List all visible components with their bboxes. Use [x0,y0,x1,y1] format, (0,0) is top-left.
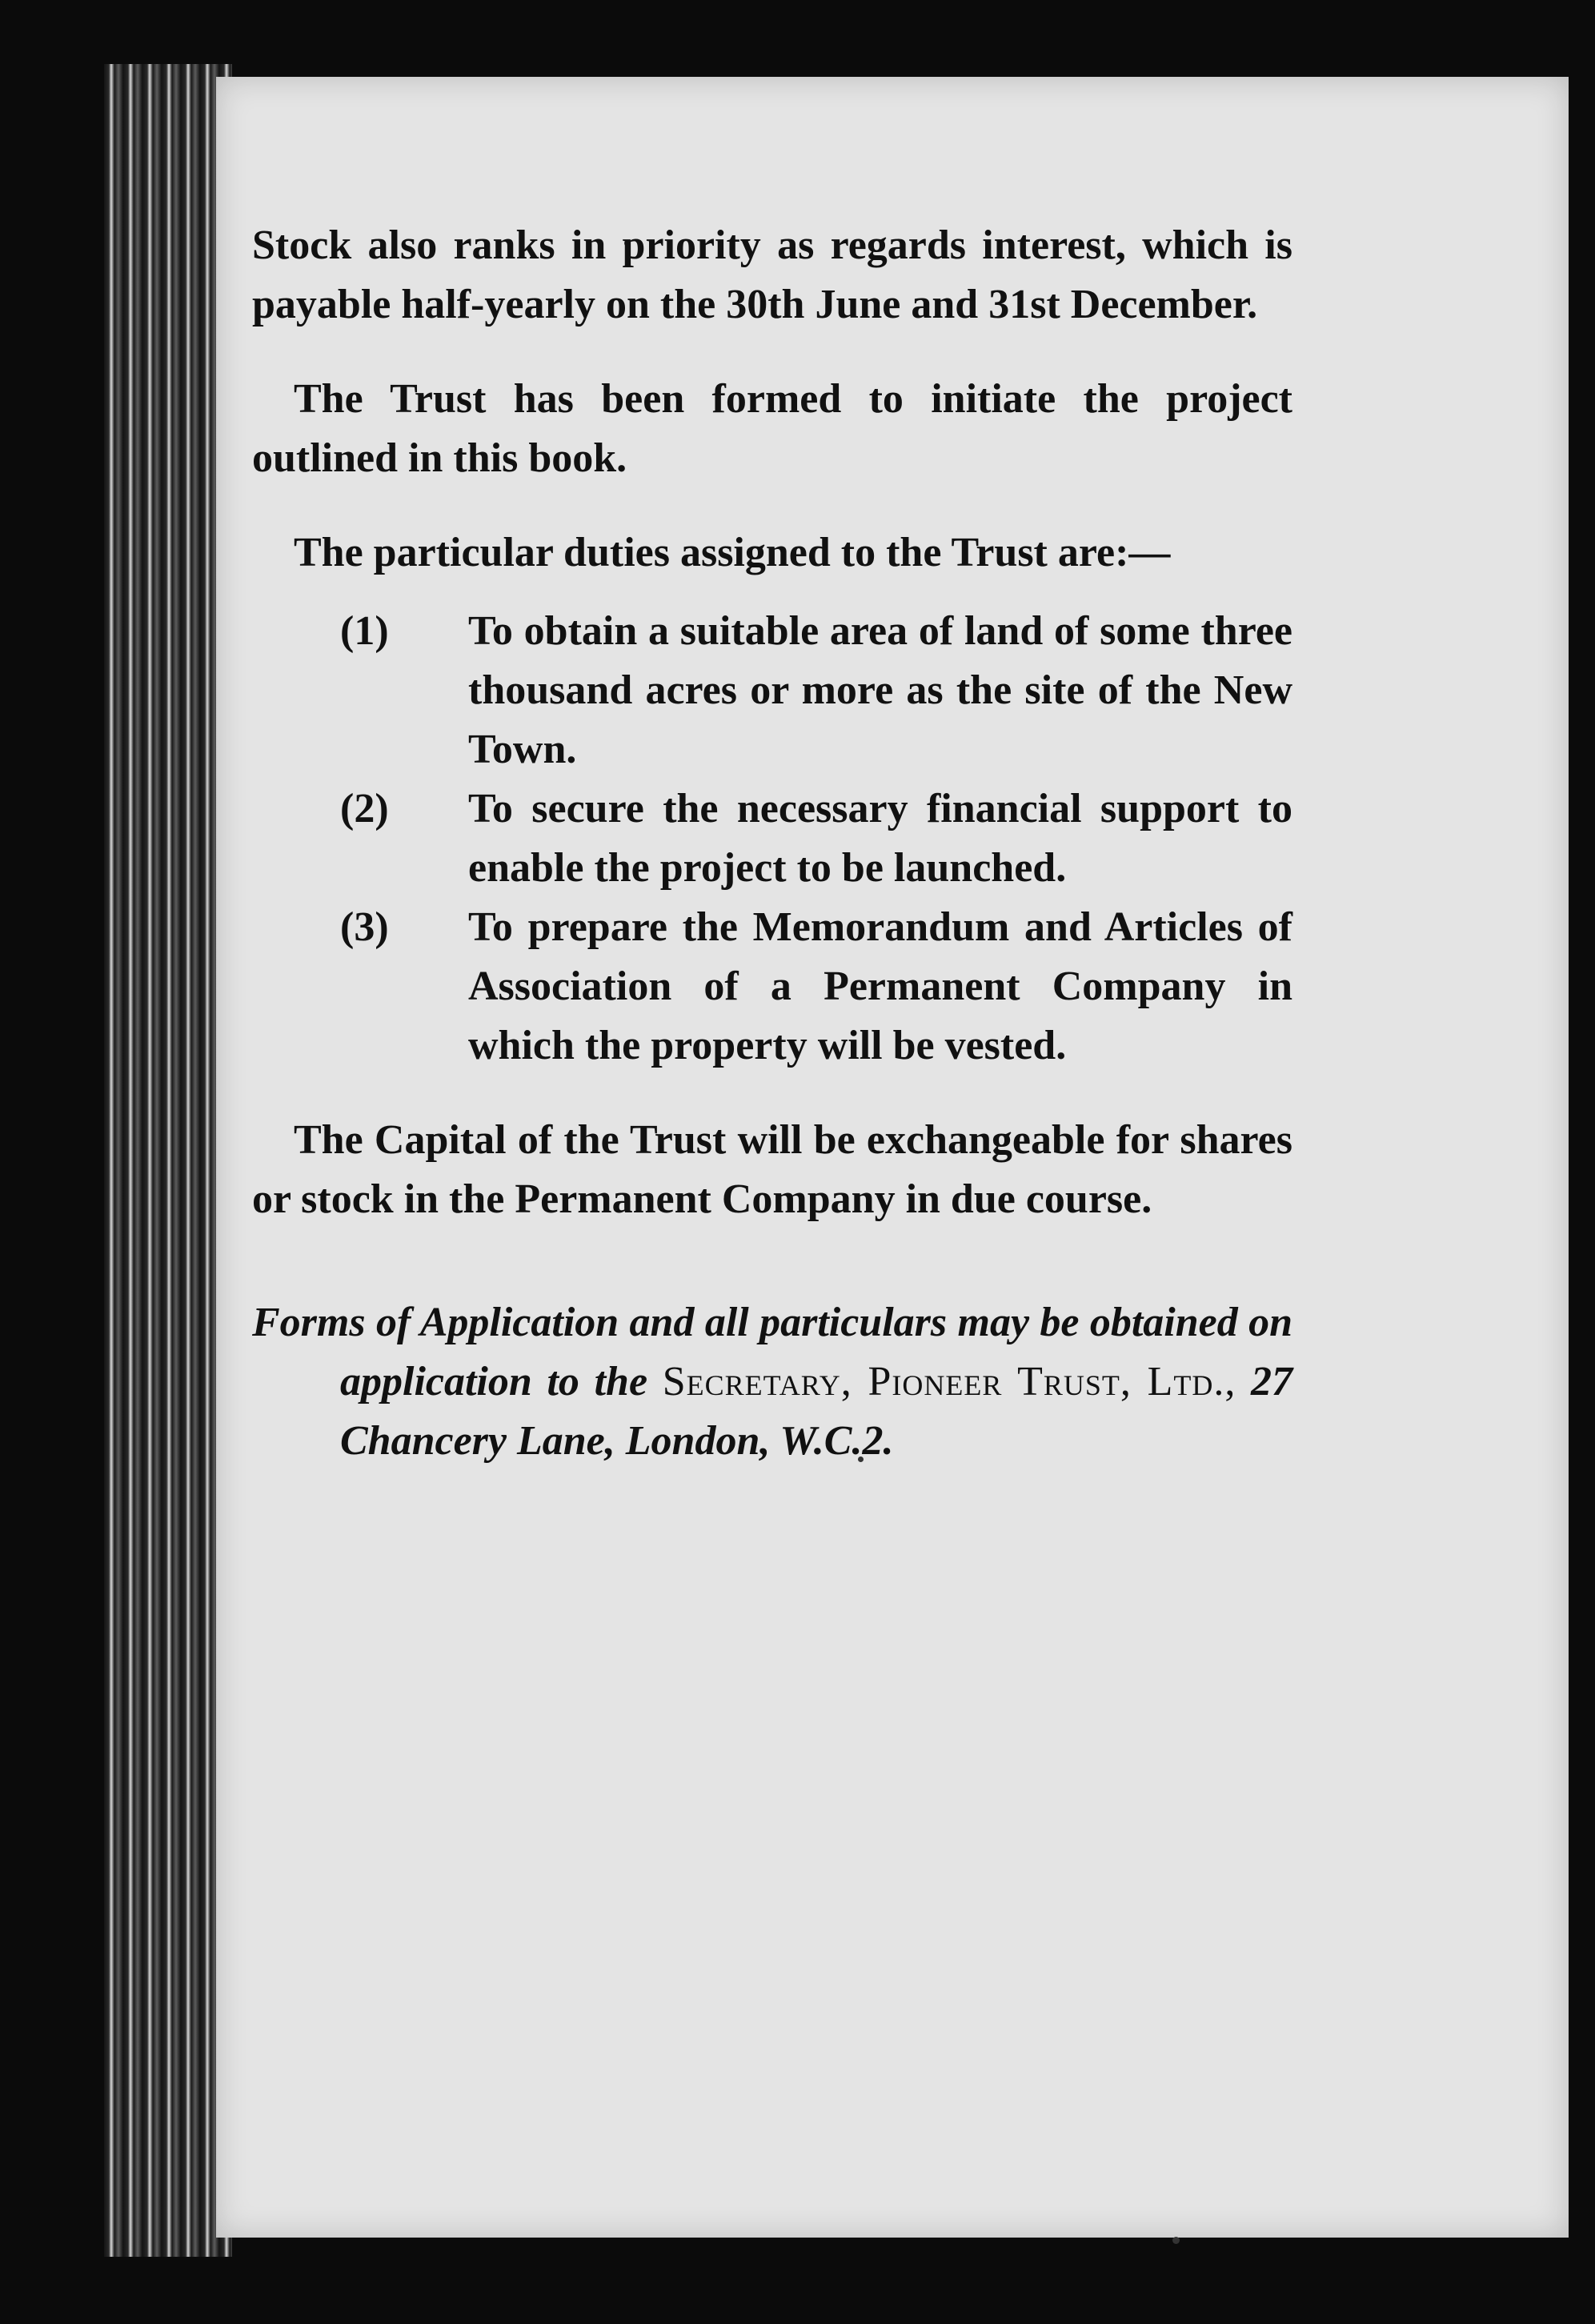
paragraph-capital: The Capital of the Trust will be exchangeable for shares or stock in the Permanent Company in due course. [252,1117,1292,1222]
page-speck [1172,2237,1180,2244]
application-notice [252,1293,1292,1471]
page-text [252,216,1292,1471]
list-item-number: (3) [340,904,389,950]
list-item [252,779,1292,898]
list-item-text: To secure the necessary financial support to enable the project to be launched. [468,786,1292,891]
list-item-text: To prepare the Memorandum and Articles of Association of a Permanent Company in which the property will be vested. [468,904,1292,1068]
list-item-number: (2) [340,786,389,831]
paragraph-trust-formed: The Trust has been formed to initiate the project outlined in this book. [252,376,1292,481]
list-item [252,602,1292,779]
notice-intro: Forms of Application and all particulars may be obtained on application to the [252,1300,1292,1404]
book-binding-edge [104,64,232,2257]
paragraph-duties-intro: The particular duties assigned to the Trust are:— [294,530,1171,575]
list-item [252,898,1292,1076]
notice-address: 27 Chancery Lane, London, W.C.2. [340,1359,1293,1464]
notice-organisation: Secretary, Pioneer Trust, Ltd., [662,1359,1236,1404]
list-item-text: To obtain a suitable area of land of some three thousand acres or more as the site of the New Town. [468,608,1292,772]
duties-list [252,602,1292,1076]
list-item-number: (1) [340,608,389,654]
paragraph-stock-interest: Stock also ranks in priority as regards interest, which is payable half-yearly on the 30th June and 31st December. [252,222,1292,327]
